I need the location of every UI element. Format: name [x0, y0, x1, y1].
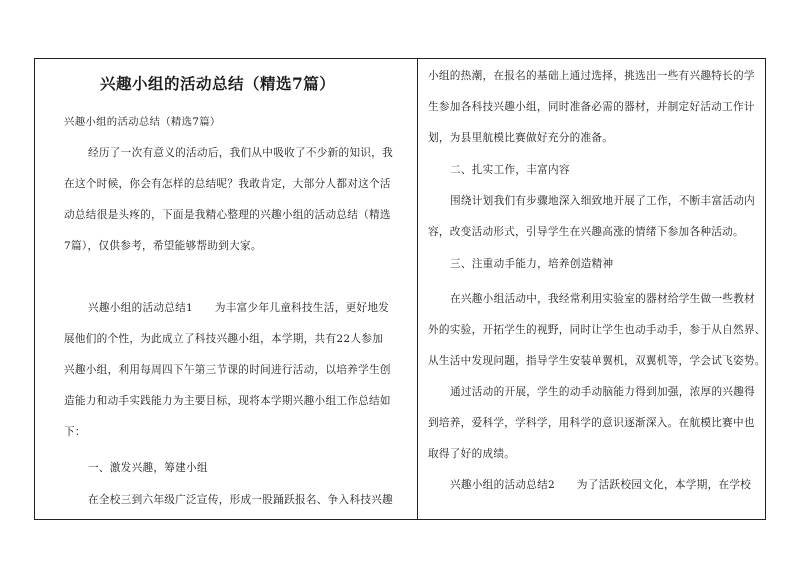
heading-1: 一、激发兴趣，筹建小组	[88, 462, 208, 474]
paragraph-line: 7篇），仅供参考，希望能够帮助到大家。	[64, 240, 262, 252]
paragraph-line: 展他们的个性，为此成立了科技兴趣小组，本学期，共有22人参加	[64, 333, 384, 345]
paragraph-line: 在全校三到六年级广泛宣传，形成一股踊跃报名、争入科技兴趣	[88, 494, 394, 506]
paragraph-line: 通过活动的开展，学生的动手动脑能力得到加强，浓厚的兴趣得	[450, 386, 756, 398]
paragraph-line: 兴趣小组，利用每周四下午第三节课的时间进行活动，以培养学生创	[64, 364, 391, 376]
paragraph-line: 下：	[64, 426, 86, 438]
paragraph-line: 容，改变活动形式，引导学生在兴趣高涨的情绪下参加各种活动。	[428, 226, 744, 238]
column-divider	[417, 58, 418, 520]
paragraph-line: 生参加各科技兴趣小组，同时准备必需的器材，并制定好活动工作计	[428, 101, 755, 113]
heading-2: 二、扎实工作，丰富内容	[450, 164, 570, 176]
paragraph-line: 划，为县里航模比赛做好充分的准备。	[428, 132, 614, 144]
paragraph-line: 到培养，爱科学，学科学，用科学的意识逐渐深入。在航模比赛中也	[428, 417, 755, 429]
paragraph-line: 动总结很是头疼的，下面是我精心整理的兴趣小组的活动总结（精选	[64, 209, 391, 221]
paragraph-line: 在这个时候，你会有怎样的总结呢？我敢肯定，大部分人都对这个活	[64, 178, 391, 190]
paragraph-line: 造能力和动手实践能力为主要目标，现将本学期兴趣小组工作总结如	[64, 395, 391, 407]
section-heading-line: 兴趣小组的活动总结1 为丰富少年儿童科技生活，更好地发	[88, 302, 390, 314]
document-title: 兴趣小组的活动总结（精选7篇）	[100, 74, 336, 93]
paragraph-line: 经历了一次有意义的活动后，我们从中吸收了不少新的知识，我	[88, 147, 394, 159]
paragraph-line: 在兴趣小组活动中，我经常利用实验室的器材给学生做一些教材	[450, 293, 756, 305]
paragraph-line: 外的实验，开拓学生的视野，同时让学生也动手动手，参于从自然界、	[428, 324, 766, 336]
paragraph-line: 小组的热潮，在报名的基础上通过选择，挑选出一些有兴趣特长的学	[428, 70, 755, 82]
section-heading-line: 兴趣小组的活动总结2 为了活跃校园文化，本学期，在学校	[450, 479, 752, 491]
subtitle: 兴趣小组的活动总结（精选7篇）	[64, 116, 221, 128]
heading-3: 三、注重动手能力，培养创造精神	[450, 258, 614, 270]
paragraph-line: 从生活中发现问题，指导学生安装单翼机，双翼机等，学会试飞姿势。	[428, 355, 766, 367]
paragraph-line: 取得了好的成绩。	[428, 448, 516, 460]
paragraph-line: 围绕计划我们有步骤地深入细致地开展了工作，不断丰富活动内	[450, 195, 756, 207]
